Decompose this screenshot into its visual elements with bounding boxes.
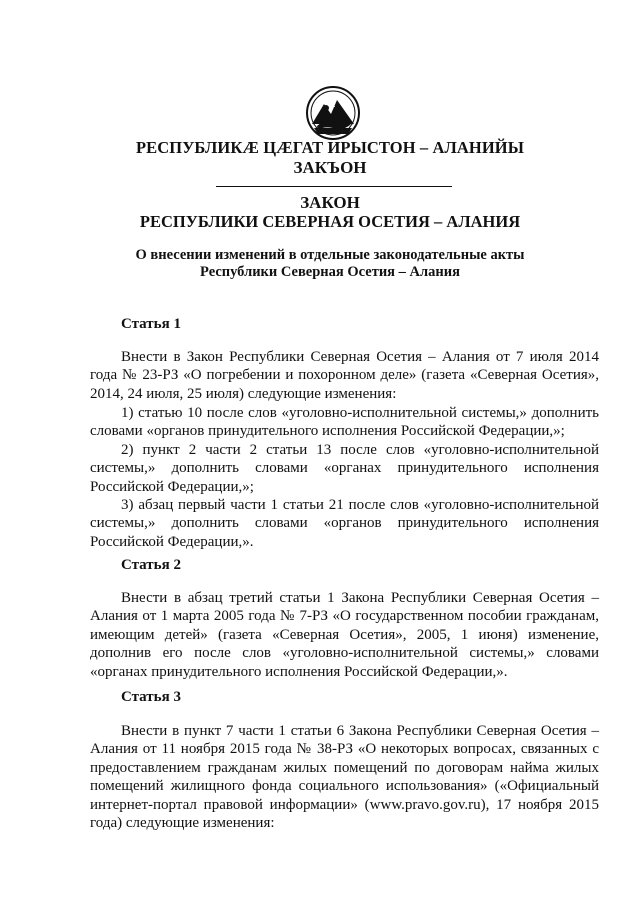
article-1-paragraph-1: Внести в Закон Республики Северная Осетия – Алания от 7 июля 2014 года № 23-РЗ «О погребении и похоронном деле» (газета «Северная Осетия», 2014, 24 июля, 25 июля) следующие изменения: (90, 349, 599, 402)
article-2-paragraph-1: Внести в абзац третий статьи 1 Закона Республики Северная Осетия – Алания от 1 марта 2005 года № 7-РЗ «О государственном пособии гражданам, имеющим детей» (газета «Северная Осетия», 2005, 1 июня) изменение, дополнив его после слов «уголовно-исполнительной системы,» словами «органах принудительного исполнения Российской Федерации,». (90, 590, 599, 680)
article-3-title: Статья 3 (121, 689, 181, 705)
article-1-paragraph-3: 2) пункт 2 части 2 статьи 13 после слов «уголовно-исполнительной системы,» дополнить словами «органах принудительного исполнения Российской Федерации,»; (90, 442, 599, 495)
article-1-paragraph-4: 3) абзац первый части 1 статьи 21 после слов «уголовно-исполнительной системы,» дополнить словами «органов принудительного исполнения Российской Федерации,». (90, 497, 599, 550)
separator-line (216, 186, 452, 187)
law-subject-line1: О внесении изменений в отдельные законодательные акты (135, 247, 525, 263)
article-1-paragraph-2: 1) статью 10 после слов «уголовно-исполнительной системы,» дополнить словами «органов принудительного исполнения Российской Федерации,»; (90, 405, 599, 440)
republic-name-russian: РЕСПУБЛИКИ СЕВЕРНАЯ ОСЕТИЯ – АЛАНИЯ (139, 212, 521, 231)
coat-of-arms-icon (304, 84, 362, 142)
republic-name-ossetian: РЕСПУБЛИКÆ ЦÆГАТ ИРЫСТОН – АЛАНИЙЫ (135, 138, 524, 157)
law-title-russian: ЗАКОН (300, 193, 360, 212)
article-1-title: Статья 1 (121, 316, 181, 332)
law-subject-line2: Республики Северная Осетия – Алания (200, 264, 460, 280)
article-2-title: Статья 2 (121, 557, 181, 573)
article-3-paragraph-1: Внести в пункт 7 части 1 статьи 6 Закона Республики Северная Осетия – Алания от 11 ноября 2015 года № 38-РЗ «О некоторых вопросах, связанных с предоставлением гражданам жилых помещений по договорам найма жилых помещений жилищного фонда социального использования» («Официальный интернет-портал правовой информации» (www.pravo.gov.ru), 17 ноября 2015 года) следующие изменения: (90, 723, 599, 832)
law-title-ossetian: ЗАКЪОН (293, 158, 367, 177)
